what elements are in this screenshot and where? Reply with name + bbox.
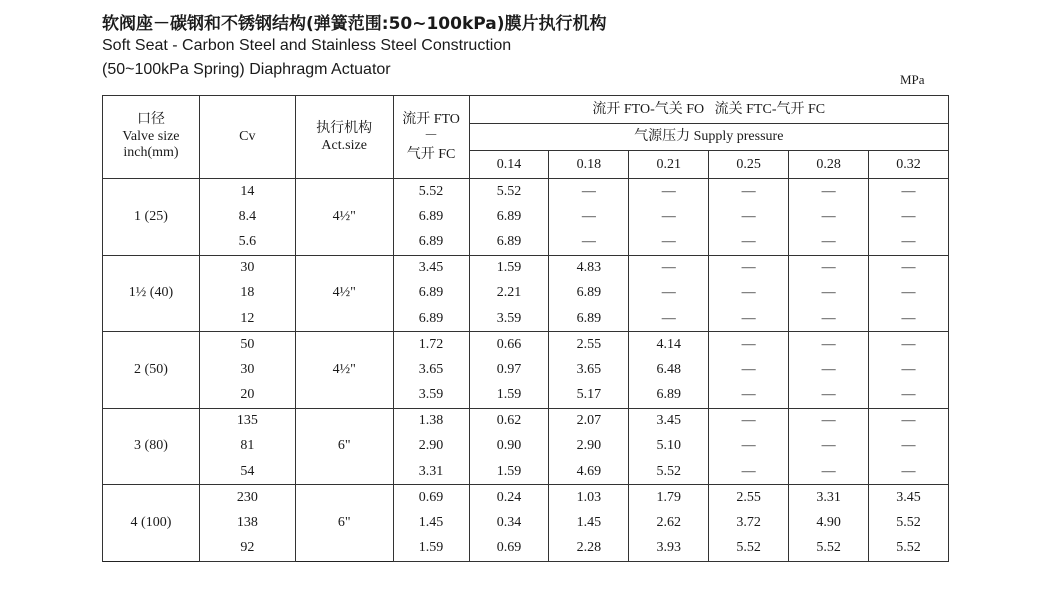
pressure-value-cell: 0.66: [469, 332, 549, 358]
pressure-value-cell: —: [789, 357, 869, 383]
pressure-value-cell: —: [709, 230, 789, 256]
pressure-value-cell: 4.69: [549, 459, 629, 485]
pressure-value-cell: 2.28: [549, 536, 629, 562]
table-row: [103, 459, 949, 485]
pressure-value-cell: 3.31: [789, 485, 869, 511]
pressure-value-cell: 2.21: [469, 281, 549, 307]
valve-size-cell: 1 (25): [103, 179, 200, 256]
actuator-table: [102, 95, 949, 562]
cv-cell: 8.4: [199, 204, 295, 230]
pressure-value-cell: —: [789, 408, 869, 434]
pressure-value-cell: —: [709, 408, 789, 434]
pressure-value-cell: 3.45: [869, 485, 949, 511]
pressure-value-cell: —: [789, 459, 869, 485]
cv-cell: 138: [199, 510, 295, 536]
pressure-value-cell: —: [629, 281, 709, 307]
valve-size-header-unit: inch(mm): [123, 145, 179, 161]
fto-fc-cell: 2.90: [393, 434, 469, 460]
table-row: [103, 434, 949, 460]
table-row: [103, 255, 949, 281]
pressure-value-cell: 0.69: [469, 536, 549, 562]
title-chinese: 软阀座－碳钢和不锈钢结构(弹簧范围:50~100kPa)膜片执行机构: [102, 14, 607, 34]
pressure-value-cell: —: [869, 408, 949, 434]
pressure-value-cell: 6.89: [549, 306, 629, 332]
pressure-value-cell: 5.52: [789, 536, 869, 562]
pressure-header-cell: 0.25: [709, 151, 789, 179]
pressure-value-cell: —: [709, 459, 789, 485]
cv-cell: 30: [199, 255, 295, 281]
pressure-header-cell: 0.28: [789, 151, 869, 179]
pressure-value-cell: —: [549, 179, 629, 205]
pressure-value-cell: 3.59: [469, 306, 549, 332]
pressure-value-cell: —: [629, 204, 709, 230]
pressure-value-cell: —: [709, 306, 789, 332]
pressure-value-cell: 5.52: [469, 179, 549, 205]
valve-size-header-en: Valve size: [122, 128, 180, 144]
fto-fc-cell: 1.72: [393, 332, 469, 358]
pressure-value-cell: 3.45: [629, 408, 709, 434]
title-english-line1: Soft Seat - Carbon Steel and Stainless Steel Construction: [102, 37, 512, 54]
pressure-value-cell: —: [709, 332, 789, 358]
mode-header-fc: 气开 FC: [406, 146, 456, 162]
pressure-value-cell: —: [869, 179, 949, 205]
pressure-value-cell: —: [709, 357, 789, 383]
fto-fc-cell: 6.89: [393, 230, 469, 256]
valve-size-header: [103, 96, 200, 179]
pressure-value-cell: 1.59: [469, 383, 549, 409]
pressure-value-cell: —: [869, 281, 949, 307]
table-row: [103, 179, 949, 205]
fto-fc-cell: 1.45: [393, 510, 469, 536]
pressure-value-cell: 6.48: [629, 357, 709, 383]
group-title-header: 流开 FTO-气关 FO 流关 FTC-气开 FC: [469, 96, 949, 124]
pressure-value-cell: 2.07: [549, 408, 629, 434]
pressure-value-cell: 1.59: [469, 255, 549, 281]
act-size-cell: 6": [295, 485, 393, 562]
pressure-value-cell: 4.90: [789, 510, 869, 536]
cv-header: Cv: [199, 96, 295, 179]
cv-cell: 50: [199, 332, 295, 358]
fto-fc-cell: 6.89: [393, 204, 469, 230]
pressure-value-cell: 1.03: [549, 485, 629, 511]
pressure-value-cell: —: [789, 306, 869, 332]
valve-size-header-zh: 口径: [136, 111, 165, 127]
fto-fc-cell: 0.69: [393, 485, 469, 511]
act-size-header: [295, 96, 393, 179]
act-size-cell: 4½": [295, 332, 393, 409]
pressure-value-cell: 0.24: [469, 485, 549, 511]
fto-fc-cell: 6.89: [393, 306, 469, 332]
pressure-value-cell: —: [869, 306, 949, 332]
pressure-value-cell: —: [709, 255, 789, 281]
mode-header-fto: 流开 FTO: [402, 111, 460, 127]
pressure-value-cell: —: [869, 255, 949, 281]
pressure-value-cell: —: [709, 281, 789, 307]
supply-pressure-header: 气源压力 Supply pressure: [469, 124, 949, 151]
act-size-cell: 4½": [295, 179, 393, 256]
act-size-header-en: Act.size: [321, 138, 367, 153]
cv-cell: 12: [199, 306, 295, 332]
fto-fc-cell: 3.65: [393, 357, 469, 383]
table-row: [103, 204, 949, 230]
cv-cell: 92: [199, 536, 295, 562]
cv-cell: 5.6: [199, 230, 295, 256]
table-row: [103, 281, 949, 307]
pressure-value-cell: 5.52: [869, 536, 949, 562]
pressure-value-cell: —: [789, 281, 869, 307]
fto-fc-cell: 3.59: [393, 383, 469, 409]
cv-cell: 54: [199, 459, 295, 485]
pressure-value-cell: —: [709, 383, 789, 409]
mode-header-dash: －: [424, 129, 439, 145]
pressure-value-cell: —: [869, 332, 949, 358]
table-row: [103, 536, 949, 562]
pressure-header-cell: 0.21: [629, 151, 709, 179]
table-row: [103, 383, 949, 409]
pressure-value-cell: —: [789, 383, 869, 409]
pressure-value-cell: 3.65: [549, 357, 629, 383]
pressure-value-cell: —: [629, 255, 709, 281]
pressure-value-cell: 2.62: [629, 510, 709, 536]
pressure-value-cell: 2.55: [549, 332, 629, 358]
pressure-value-cell: —: [549, 204, 629, 230]
pressure-value-cell: 0.34: [469, 510, 549, 536]
cv-cell: 18: [199, 281, 295, 307]
pressure-header-cell: 0.14: [469, 151, 549, 179]
pressure-value-cell: 4.83: [549, 255, 629, 281]
fto-fc-cell: 3.45: [393, 255, 469, 281]
pressure-value-cell: —: [789, 434, 869, 460]
fto-fc-cell: 5.52: [393, 179, 469, 205]
pressure-value-cell: 1.45: [549, 510, 629, 536]
pressure-value-cell: —: [549, 230, 629, 256]
pressure-value-cell: —: [789, 255, 869, 281]
fto-fc-cell: 3.31: [393, 459, 469, 485]
pressure-value-cell: 0.97: [469, 357, 549, 383]
fto-fc-cell: 6.89: [393, 281, 469, 307]
pressure-value-cell: 5.52: [709, 536, 789, 562]
pressure-value-cell: —: [709, 204, 789, 230]
pressure-value-cell: —: [789, 204, 869, 230]
pressure-value-cell: —: [869, 357, 949, 383]
pressure-value-cell: 3.72: [709, 510, 789, 536]
pressure-value-cell: 4.14: [629, 332, 709, 358]
cv-cell: 14: [199, 179, 295, 205]
pressure-value-cell: —: [709, 179, 789, 205]
table-row: [103, 306, 949, 332]
pressure-value-cell: —: [629, 179, 709, 205]
pressure-value-cell: —: [869, 204, 949, 230]
pressure-value-cell: —: [869, 434, 949, 460]
title-english-line2: (50~100kPa Spring) Diaphragm Actuator: [102, 61, 391, 78]
table-row: [103, 332, 949, 358]
pressure-value-cell: —: [869, 459, 949, 485]
table-row: [103, 408, 949, 434]
pressure-value-cell: 6.89: [469, 230, 549, 256]
pressure-value-cell: —: [869, 383, 949, 409]
cv-cell: 230: [199, 485, 295, 511]
act-size-cell: 6": [295, 408, 393, 485]
pressure-value-cell: —: [709, 434, 789, 460]
pressure-value-cell: 6.89: [629, 383, 709, 409]
pressure-value-cell: 2.55: [709, 485, 789, 511]
pressure-value-cell: 0.62: [469, 408, 549, 434]
fto-fc-cell: 1.59: [393, 536, 469, 562]
pressure-value-cell: 5.17: [549, 383, 629, 409]
pressure-value-cell: 2.90: [549, 434, 629, 460]
pressure-value-cell: 1.59: [469, 459, 549, 485]
pressure-value-cell: 6.89: [469, 204, 549, 230]
table-row: [103, 357, 949, 383]
valve-size-cell: 2 (50): [103, 332, 200, 409]
unit-label: MPa: [900, 72, 925, 87]
cv-cell: 30: [199, 357, 295, 383]
valve-size-cell: 1½ (40): [103, 255, 200, 332]
pressure-value-cell: —: [869, 230, 949, 256]
pressure-value-cell: —: [789, 332, 869, 358]
pressure-value-cell: 1.79: [629, 485, 709, 511]
pressure-value-cell: 3.93: [629, 536, 709, 562]
act-size-cell: 4½": [295, 255, 393, 332]
pressure-value-cell: 0.90: [469, 434, 549, 460]
pressure-value-cell: —: [789, 179, 869, 205]
pressure-value-cell: —: [789, 230, 869, 256]
fto-fc-cell: 1.38: [393, 408, 469, 434]
mode-header: [393, 96, 469, 179]
cv-cell: 20: [199, 383, 295, 409]
valve-size-cell: 3 (80): [103, 408, 200, 485]
pressure-value-cell: 6.89: [549, 281, 629, 307]
table-row: [103, 485, 949, 511]
table-body: [103, 179, 949, 562]
pressure-value-cell: —: [629, 230, 709, 256]
table-row: [103, 230, 949, 256]
act-size-header-zh: 执行机构: [316, 120, 373, 136]
valve-size-cell: 4 (100): [103, 485, 200, 562]
cv-cell: 135: [199, 408, 295, 434]
pressure-value-cell: 5.10: [629, 434, 709, 460]
pressure-value-cell: 5.52: [869, 510, 949, 536]
table-row: [103, 510, 949, 536]
table-header: [103, 96, 949, 179]
pressure-header-cell: 0.18: [549, 151, 629, 179]
pressure-value-cell: 5.52: [629, 459, 709, 485]
pressure-header-cell: 0.32: [869, 151, 949, 179]
cv-cell: 81: [199, 434, 295, 460]
pressure-value-cell: —: [629, 306, 709, 332]
